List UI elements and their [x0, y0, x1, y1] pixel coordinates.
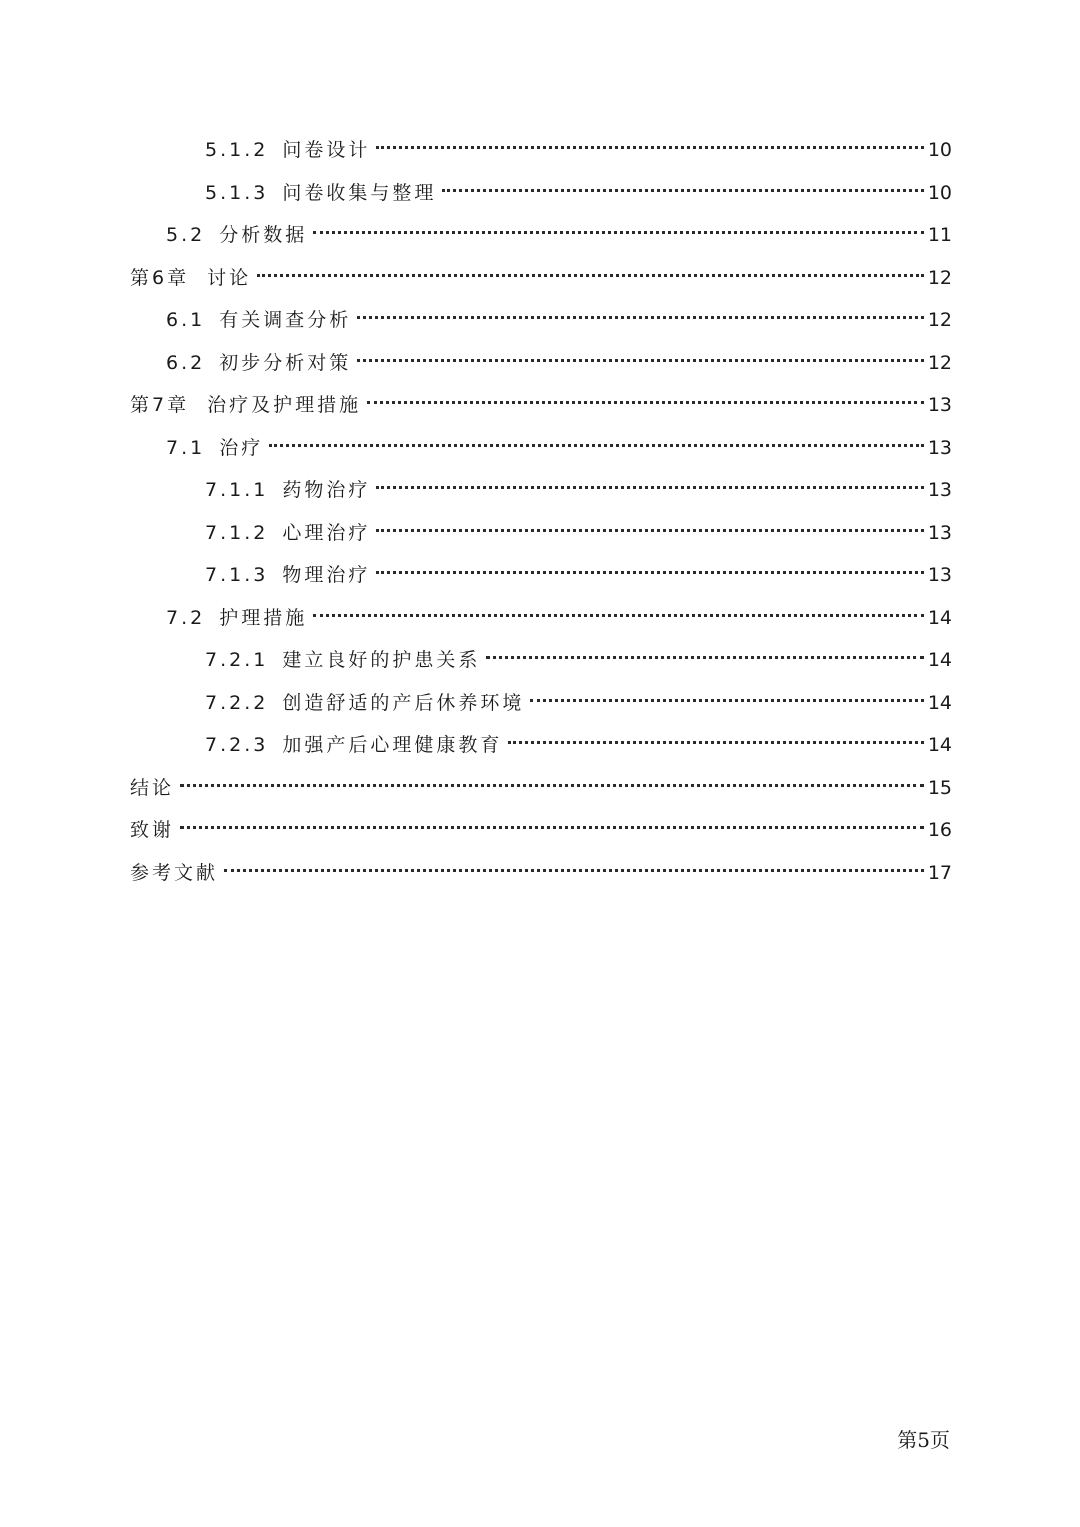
toc-entry[interactable] [130, 512, 952, 555]
toc-entry[interactable] [130, 597, 952, 640]
toc-entry[interactable] [130, 724, 952, 767]
toc-entry-page: 17 [927, 861, 952, 884]
toc-entry-title: 治疗及护理措施 [207, 394, 362, 416]
page-number-footer: 第5页 [897, 1428, 950, 1452]
toc-entry-page: 14 [927, 734, 952, 756]
toc-entry-page: 14 [927, 691, 952, 714]
toc-leader-dots [357, 359, 924, 362]
toc-entry-number: 6.2 [166, 351, 206, 374]
toc-leader-dots [313, 614, 924, 617]
toc-leader-dots [180, 784, 924, 787]
toc-entry-page: 14 [927, 649, 952, 671]
toc-leader-dots [357, 316, 924, 319]
toc-entry-page: 13 [927, 521, 952, 544]
toc-entry-number: 第6章 [130, 266, 190, 289]
toc-entry-page: 13 [927, 436, 952, 459]
toc-leader-dots [530, 699, 923, 702]
toc-entry-title: 建立良好的护患关系 [282, 649, 481, 671]
toc-entry[interactable] [130, 257, 952, 300]
toc-leader-dots [442, 189, 923, 192]
toc-leader-dots [269, 444, 924, 447]
toc-entry-page: 13 [927, 479, 952, 501]
toc-entry-number: 7.1 [166, 436, 206, 459]
toc-entry[interactable] [130, 469, 952, 512]
toc-entry-number: 7.2.2 [205, 691, 269, 714]
toc-entry-title: 护理措施 [219, 606, 308, 629]
toc-entry-number: 7.1.1 [205, 479, 269, 501]
toc-entry-title: 问卷收集与整理 [282, 181, 437, 204]
toc-entry-number: 5.2 [166, 224, 206, 246]
toc-entry-title: 结论 [130, 776, 175, 799]
toc-entry-title: 参考文献 [130, 861, 219, 884]
toc-entry[interactable] [130, 384, 952, 427]
toc-entry-page: 13 [927, 394, 952, 416]
toc-entry[interactable] [130, 682, 952, 725]
toc-entry-title: 分析数据 [219, 224, 308, 246]
toc-entry[interactable] [130, 299, 952, 342]
toc-entry-title: 初步分析对策 [219, 351, 352, 374]
toc-entry[interactable] [130, 554, 952, 597]
toc-leader-dots [376, 571, 923, 574]
toc-entry-number: 7.1.3 [205, 564, 269, 586]
toc-entry-page: 10 [927, 139, 952, 161]
toc-entry-page: 13 [927, 564, 952, 586]
toc-entry-title: 致谢 [130, 819, 175, 841]
toc-entry-title: 讨论 [207, 266, 252, 289]
toc-entry[interactable] [130, 639, 952, 682]
toc-leader-dots [376, 486, 923, 489]
toc-entry-title: 有关调查分析 [219, 309, 352, 331]
toc-entry-title: 心理治疗 [282, 521, 371, 544]
toc-leader-dots [180, 826, 924, 829]
toc-entry[interactable] [130, 129, 952, 172]
toc-entry-page: 11 [927, 224, 952, 246]
toc-leader-dots [257, 274, 924, 277]
toc-entry-page: 15 [927, 776, 952, 799]
toc-entry-title: 药物治疗 [282, 479, 371, 501]
toc-entry-page: 12 [927, 309, 952, 331]
toc-entry-number: 6.1 [166, 309, 206, 331]
toc-leader-dots [376, 146, 923, 149]
toc-entry-number: 5.1.2 [205, 139, 269, 161]
toc-entry-title: 问卷设计 [282, 139, 371, 161]
toc-entry-number: 7.2.1 [205, 649, 269, 671]
toc-entry-number: 7.2.3 [205, 734, 269, 756]
toc-entry-title: 治疗 [219, 436, 264, 459]
toc-entry-title: 加强产后心理健康教育 [282, 734, 503, 756]
toc-entry-number: 5.1.3 [205, 181, 269, 204]
toc-leader-dots [224, 869, 924, 872]
toc-entry-page: 12 [927, 351, 952, 374]
toc-entry-page: 10 [927, 181, 952, 204]
toc-entry[interactable] [130, 172, 952, 215]
toc-entry-title: 创造舒适的产后休养环境 [282, 691, 525, 714]
toc-entry[interactable] [130, 342, 952, 385]
toc-entry-title: 物理治疗 [282, 564, 371, 586]
toc-entry-page: 16 [927, 819, 952, 841]
toc-leader-dots [313, 231, 924, 234]
toc-entry-page: 12 [927, 266, 952, 289]
toc-entry[interactable] [130, 427, 952, 470]
toc-entry-number: 7.1.2 [205, 521, 269, 544]
toc-leader-dots [508, 741, 923, 744]
toc-entry[interactable] [130, 852, 952, 895]
toc-leader-dots [376, 529, 923, 532]
toc-entry[interactable] [130, 809, 952, 852]
toc-leader-dots [367, 401, 924, 404]
table-of-contents [130, 129, 952, 894]
toc-entry-number: 7.2 [166, 606, 206, 629]
toc-entry[interactable] [130, 214, 952, 257]
toc-entry-page: 14 [927, 606, 952, 629]
toc-leader-dots [486, 656, 923, 659]
toc-entry-number: 第7章 [130, 394, 190, 416]
toc-entry[interactable] [130, 767, 952, 810]
